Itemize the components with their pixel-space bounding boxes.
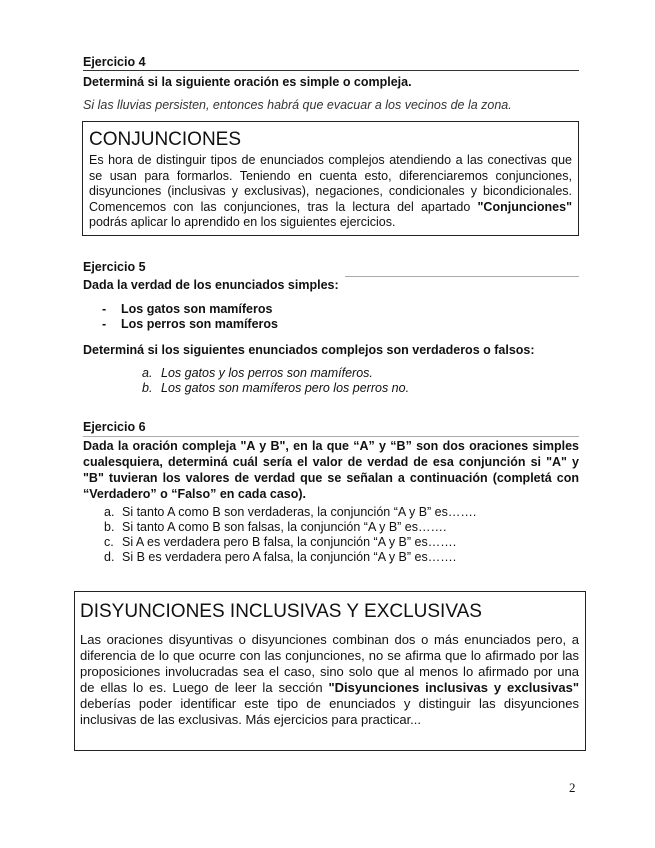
conjunciones-text: Es hora de distinguir tipos de enunciados complejos atendiendo a las conectivas que se usan para formarlos. Teniendo en cuenta esto, diferenciaremos conjunciones, disyunciones (inclusivas y exclusivas), negaciones, condicionales y bicondicionales. Comencemos con las conjunciones, tras la lectura del apartado "Conjunciones" podrás aplicar lo aprendido en los siguientes ejercicios. xyxy=(89,153,572,229)
conjunciones-box xyxy=(82,121,579,236)
ej6-item-marker: b. xyxy=(104,520,115,534)
ej6-item-text: Si A es verdadera pero B falsa, la conjunción “A y B” es……. xyxy=(122,535,457,549)
ej6-item-text: Si tanto A como B son falsas, la conjunción “A y B” es……. xyxy=(122,520,447,534)
complex-item-text: Los gatos son mamíferos pero los perros no. xyxy=(161,381,410,395)
complex-item-marker: a. xyxy=(142,366,153,380)
page-number: 2 xyxy=(569,780,576,795)
ejercicio-4-instruction: Determiná si la siguiente oración es simple o compleja. xyxy=(83,75,412,89)
conjunciones-heading: CONJUNCIONES xyxy=(89,129,242,150)
ej6-item-text: Si B es verdadera pero A falsa, la conjunción “A y B” es……. xyxy=(122,550,457,564)
disyunciones-text: Las oraciones disyuntivas o disyunciones combinan dos o más enunciados pero, a diferencia de lo que ocurre con las conjunciones, no se afirma que lo afirmado por las proposiciones involucradas sea el caso, sino solo que al menos lo afirmado por una de ellas lo es. Luego de leer la sección "Disyunciones inclusivas y exclusivas" deberías poder identificar este tipo de enunciados y distinguir las disyunciones inclusivas de las exclusivas. Más ejercicios para practicar... xyxy=(80,632,579,727)
simple-item-text: Los gatos son mamíferos xyxy=(121,302,273,316)
simple-item-text: Los perros son mamíferos xyxy=(121,317,278,331)
complex-item-text: Los gatos y los perros son mamíferos. xyxy=(161,366,373,380)
simple-item-marker: - xyxy=(102,317,107,331)
ej6-item-text: Si tanto A como B son verdaderas, la conjunción “A y B” es……. xyxy=(122,505,477,519)
ejercicio-5-rule xyxy=(345,276,579,277)
ej6-item-marker: d. xyxy=(104,550,115,564)
ejercicio-5-title: Ejercicio 5 xyxy=(83,260,146,274)
ej6-item-marker: c. xyxy=(104,535,114,549)
ejercicio-6-title: Ejercicio 6 xyxy=(83,420,146,434)
ejercicio-6-instruction: Dada la oración compleja "A y B", en la que “A” y “B” son dos oraciones simples cualesquiera, determiná cuál sería el valor de verdad de esa conjunción si "A" y "B" tuvieran los valores de verdad que se señalan a continuación (completá con “Verdadero” o “Falso” en cada caso). xyxy=(83,439,579,501)
ejercicio-4-rule xyxy=(83,70,579,71)
ej6-item-marker: a. xyxy=(104,505,115,519)
simple-item-marker: - xyxy=(102,302,107,316)
disyunciones-box xyxy=(74,591,586,751)
ejercicio-5-instruction-2: Determiná si los siguientes enunciados complejos son verdaderos o falsos: xyxy=(83,343,535,357)
ejercicio-5-instruction: Dada la verdad de los enunciados simples: xyxy=(83,278,339,292)
ejercicio-4-title: Ejercicio 4 xyxy=(83,55,146,69)
complex-item-marker: b. xyxy=(142,381,153,395)
ejercicio-6-rule xyxy=(83,436,579,437)
disyunciones-heading: DISYUNCIONES INCLUSIVAS Y EXCLUSIVAS xyxy=(80,601,482,622)
ejercicio-4-sentence: Si las lluvias persisten, entonces habrá que evacuar a los vecinos de la zona. xyxy=(83,98,512,112)
